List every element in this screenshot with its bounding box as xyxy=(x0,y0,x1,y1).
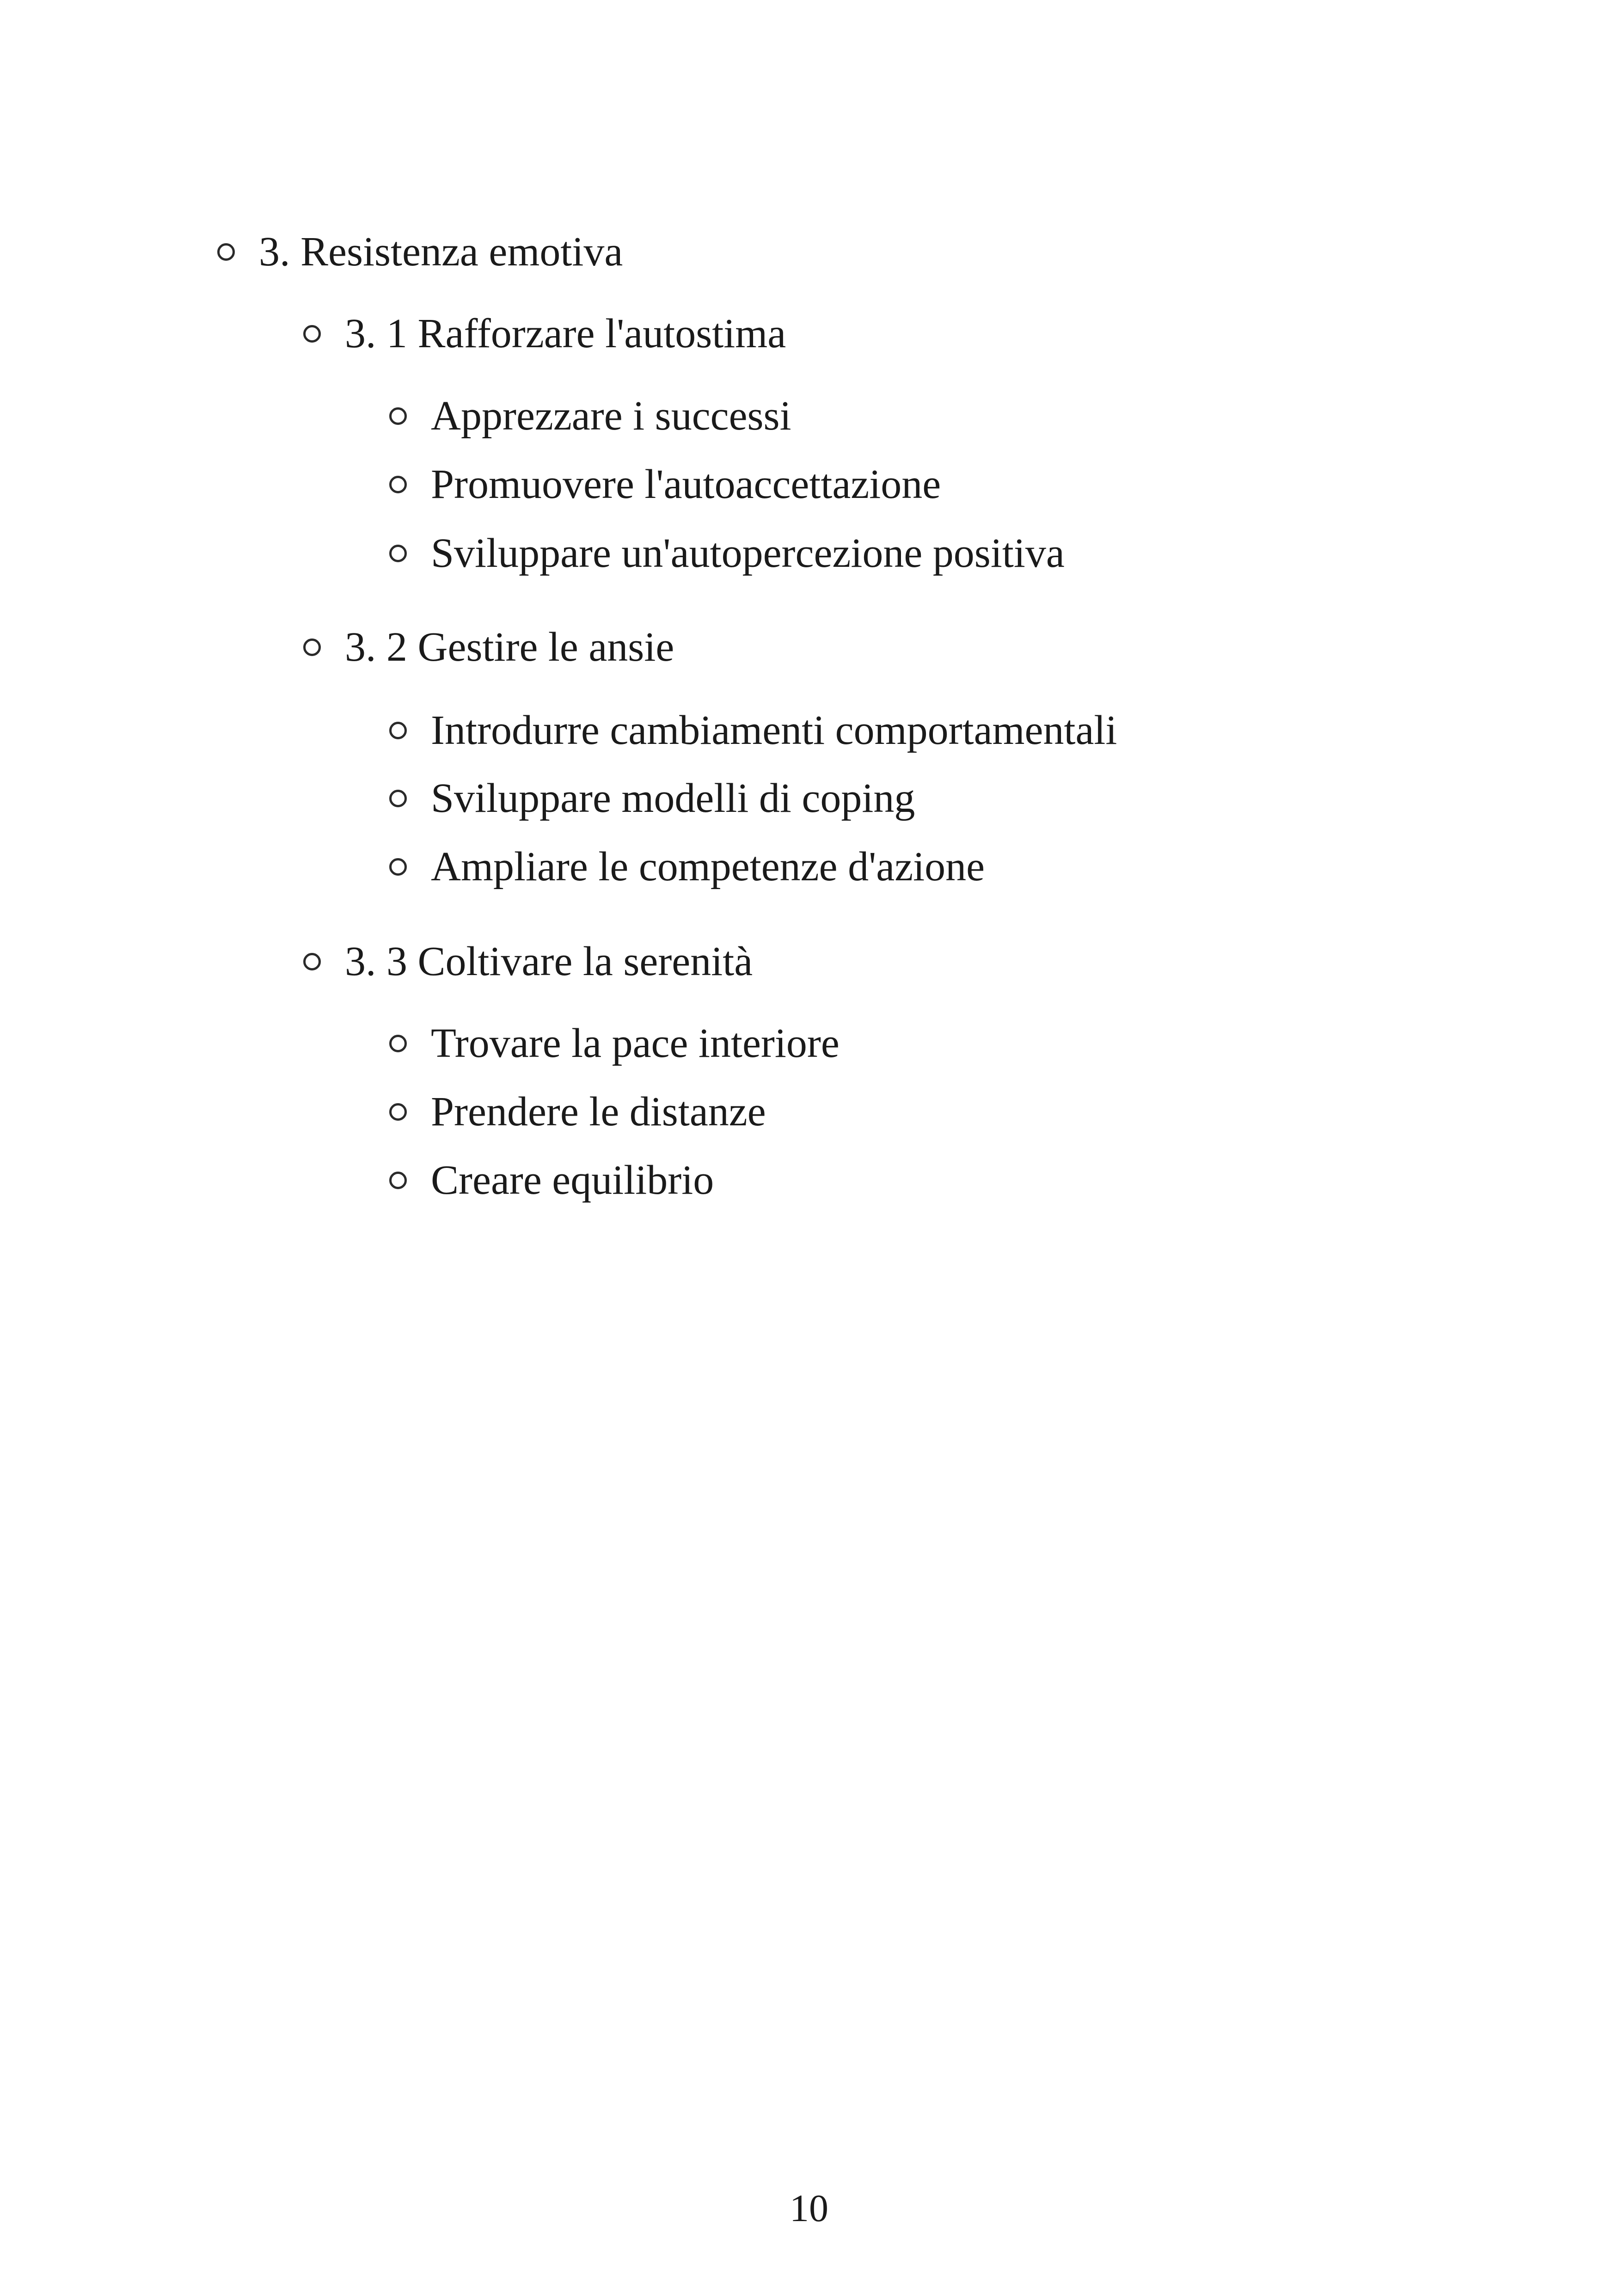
outline-item-label: Trovare la pace interiore xyxy=(431,1020,840,1066)
outline-item-label: Creare equilibrio xyxy=(431,1157,714,1203)
hollow-circle-icon xyxy=(389,790,407,807)
outline-item xyxy=(389,530,1065,576)
page-number: 10 xyxy=(790,2187,828,2230)
outline-item xyxy=(389,775,915,821)
hollow-circle-icon xyxy=(389,1103,407,1121)
outline-item-subsection-3-3 xyxy=(303,941,753,982)
outline-item-section-3 xyxy=(217,231,623,273)
outline-item xyxy=(389,1020,840,1066)
outline-item-label: Ampliare le competenze d'azione xyxy=(431,844,985,890)
hollow-circle-icon xyxy=(303,325,321,343)
hollow-circle-icon xyxy=(303,953,321,970)
hollow-circle-icon xyxy=(389,407,407,425)
outline-item xyxy=(389,395,791,437)
outline-item-subsection-3-2 xyxy=(303,626,674,668)
outline-item-label: 3. 1 Rafforzare l'autostima xyxy=(345,311,786,356)
hollow-circle-icon xyxy=(389,545,407,562)
outline-item xyxy=(389,846,985,888)
outline-item-label: 3. Resistenza emotiva xyxy=(259,229,623,275)
hollow-circle-icon xyxy=(389,1172,407,1189)
outline-item-label: Apprezzare i successi xyxy=(431,393,791,439)
outline-item-label: 3. 3 Coltivare la serenità xyxy=(345,939,753,984)
outline-item-label: Sviluppare un'autopercezione positiva xyxy=(431,530,1065,576)
outline-item xyxy=(389,1091,766,1133)
outline-item-label: Prendere le distanze xyxy=(431,1089,766,1135)
hollow-circle-icon xyxy=(389,1035,407,1052)
hollow-circle-icon xyxy=(303,638,321,656)
hollow-circle-icon xyxy=(217,243,235,261)
outline-item-label: Promuovere l'autoaccettazione xyxy=(431,461,941,507)
outline-item xyxy=(389,707,1117,753)
outline-item xyxy=(389,1157,714,1203)
outline-item-label: 3. 2 Gestire le ansie xyxy=(345,624,674,670)
hollow-circle-icon xyxy=(389,476,407,493)
hollow-circle-icon xyxy=(389,858,407,876)
outline-item-label: Introdurre cambiamenti comportamentali xyxy=(431,707,1117,753)
hollow-circle-icon xyxy=(389,722,407,739)
outline-item-subsection-3-1 xyxy=(303,313,786,355)
outline-item-label: Sviluppare modelli di coping xyxy=(431,775,915,821)
outline-item xyxy=(389,461,941,507)
